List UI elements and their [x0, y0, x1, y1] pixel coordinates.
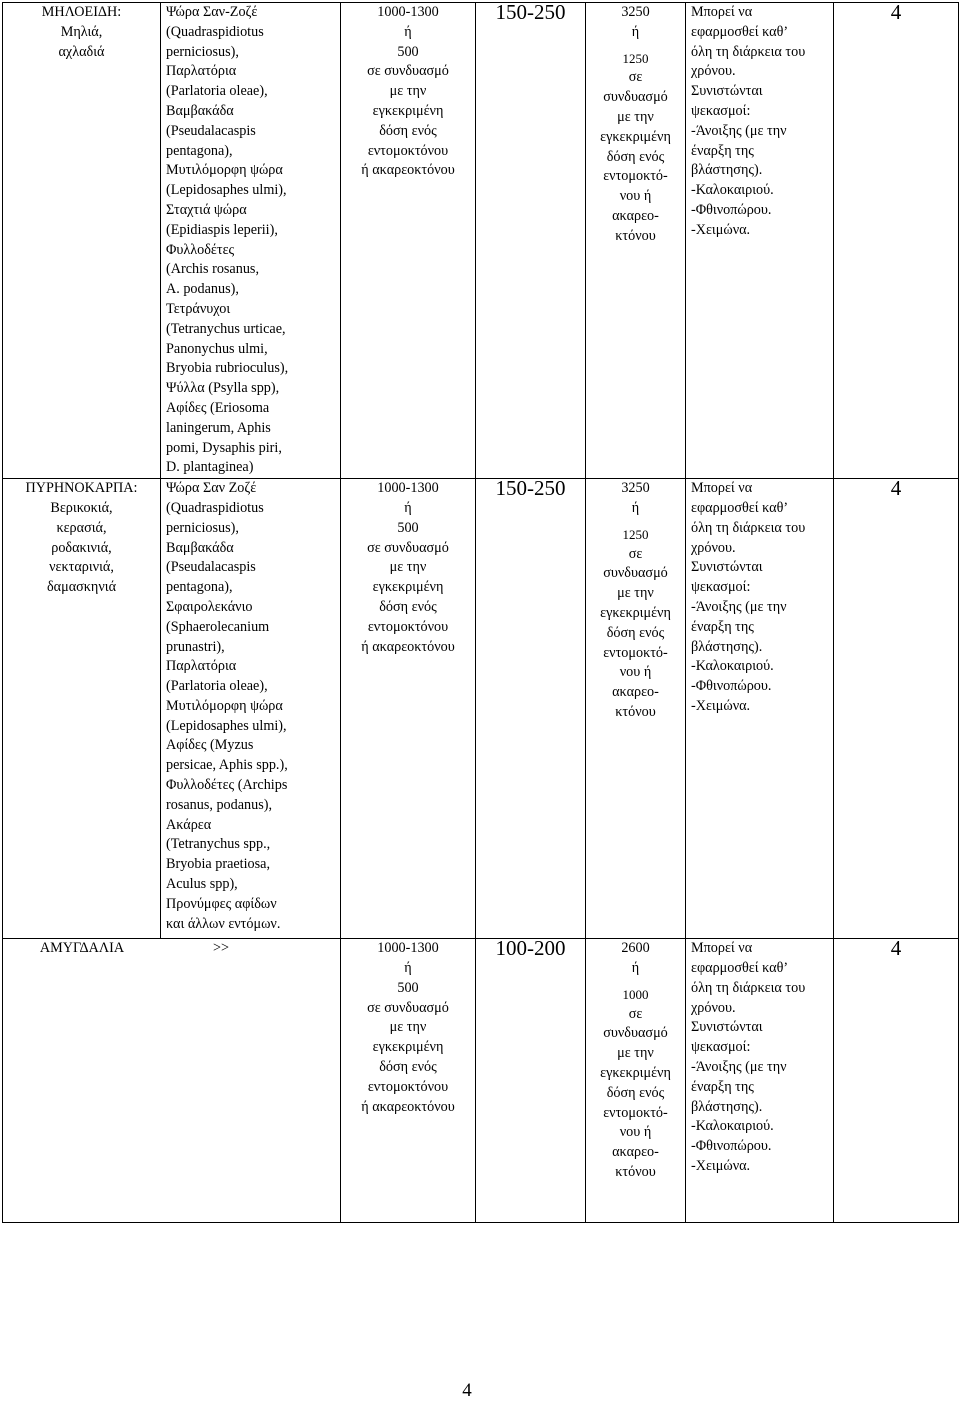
pest-line: Βαμβακάδα — [166, 539, 234, 556]
volume-line: κτόνου — [615, 227, 656, 244]
notes-line: Μπορεί να — [691, 940, 753, 957]
pest-line: Ψύλλα (Psylla spp), — [166, 380, 280, 397]
dose-line: 1000-1300 — [377, 4, 439, 20]
volume-line: 1000 — [622, 986, 649, 1002]
pest-line: laningerum, Aphis — [166, 419, 271, 436]
notes-line: Συνιστώνται — [691, 559, 763, 576]
volume-line: συνδυασμό — [603, 89, 668, 106]
dose-line: εγκεκριμένη — [372, 1039, 444, 1056]
notes-line: έναρξη της — [691, 1078, 754, 1095]
volume-line: δόση ενός — [606, 148, 665, 165]
table-row — [3, 939, 959, 1223]
volume-line: εγκεκριμένη — [600, 128, 671, 145]
dose-line: δόση ενός — [379, 122, 437, 139]
max-applications-value: 4 — [890, 476, 902, 501]
dose-line: σε συνδυασμό — [367, 999, 449, 1016]
dose-line: 1000-1300 — [377, 940, 439, 957]
pest-line: prunastri), — [166, 638, 225, 655]
volume-line: εγκεκριμένη — [600, 1064, 671, 1081]
notes-line: όλη τη διάρκεια του — [691, 519, 806, 536]
pest-line: (Quadraspidiotus — [166, 23, 264, 40]
pest-line: Ακάρεα — [166, 816, 212, 833]
pest-line: Bryobia praetiosa, — [166, 856, 271, 873]
notes-line: Μπορεί να — [691, 480, 753, 497]
dose-line: ή — [404, 23, 412, 40]
notes-line: -Καλοκαιριού. — [691, 1118, 774, 1135]
volume-line: με την — [617, 108, 654, 125]
notes-line: -Άνοιξης (με την — [691, 122, 787, 139]
notes-line: Μπορεί να — [691, 4, 753, 20]
volume-line: κτόνου — [615, 1163, 656, 1180]
pest-line: Ψώρα Σαν-Ζοζέ — [166, 4, 258, 20]
table-row — [3, 479, 959, 939]
pest-line: Ψώρα Σαν Ζοζέ — [166, 480, 257, 497]
dose-line: εντομοκτόνου — [367, 1078, 449, 1095]
volume-line: σε — [628, 69, 643, 86]
pest-line: Τετράνυχοι — [166, 300, 231, 317]
pest-line: Παρλατόρια — [166, 658, 237, 675]
dose-line: ή — [404, 959, 412, 976]
dose-cell — [341, 479, 476, 939]
dose-line: 500 — [397, 519, 419, 536]
dose-line: εγκεκριμένη — [372, 579, 444, 596]
dose-line: 500 — [397, 979, 419, 996]
pest-line: Σφαιρολεκάνιο — [166, 598, 253, 615]
volume-line: νου ή — [619, 188, 652, 205]
volume-cell — [586, 3, 686, 479]
concentration-value: 150-250 — [495, 0, 566, 24]
pest-line: pentagona), — [166, 579, 233, 596]
dose-line: εγκεκριμένη — [372, 102, 444, 119]
volume-line: με την — [617, 1045, 654, 1062]
volume-line: 1250 — [622, 526, 649, 542]
pest-line: (Tetranychus spp., — [166, 836, 271, 853]
notes-line: όλη τη διάρκεια του — [691, 979, 806, 996]
notes-line: βλάστησης). — [691, 1098, 763, 1115]
pest-line: Αφίδες (Myzus — [166, 737, 254, 754]
pest-line: Αφίδες (Eriosoma — [166, 399, 270, 416]
dose-line: ή ακαρεοκτόνου — [361, 1098, 455, 1115]
notes-line: Συνιστώνται — [691, 83, 763, 100]
dose-line: δόση ενός — [379, 1058, 437, 1075]
table-row — [3, 3, 959, 479]
volume-line: εντομοκτό- — [603, 1104, 668, 1121]
volume-line: ακαρεο- — [612, 207, 659, 224]
max-applications-cell — [834, 476, 959, 939]
pest-line: Μυτιλόμορφη ψώρα — [166, 162, 283, 179]
dose-line: ή — [404, 499, 412, 516]
volume-line: 2600 — [621, 940, 650, 957]
concentration-value: 100-200 — [495, 936, 566, 961]
pest-line: Panonychus ulmi, — [166, 340, 268, 357]
notes-line: εφαρμοσθεί καθ’ — [691, 959, 789, 976]
pest-line: (Lepidosaphes ulmi), — [166, 182, 287, 199]
notes-line: -Φθινοπώρου. — [691, 678, 772, 695]
volume-line: νου ή — [619, 1124, 652, 1141]
notes-cell — [686, 3, 834, 479]
volume-line: ακαρεο- — [612, 684, 659, 701]
pest-line: Bryobia rubrioculus), — [166, 360, 289, 377]
dose-line: με την — [389, 559, 427, 576]
pest-line: pomi, Dysaphis piri, — [166, 439, 282, 456]
dose-line: σε συνδυασμό — [367, 539, 449, 556]
volume-line: εγκεκριμένη — [600, 604, 671, 621]
crop-line: Μηλιά, — [60, 23, 103, 40]
crop-line: ροδακινιά, — [51, 539, 112, 556]
notes-line: έναρξη της — [691, 618, 754, 635]
pest-line: D. plantaginea) — [166, 459, 254, 476]
max-applications-cell — [834, 936, 959, 1223]
volume-line: συνδυασμό — [603, 1025, 668, 1042]
dose-line: σε συνδυασμό — [367, 63, 449, 80]
pest-line: Μυτιλόμορφη ψώρα — [166, 697, 283, 714]
pest-line: και άλλων εντόμων. — [166, 915, 281, 932]
pest-line: (Tetranychus urticae, — [166, 320, 286, 337]
notes-line: ψεκασμοί: — [691, 102, 751, 119]
dose-line: εντομοκτόνου — [367, 142, 449, 159]
pest-line: pentagona), — [166, 142, 233, 159]
notes-line: χρόνου. — [691, 63, 736, 80]
dose-line: εντομοκτόνου — [367, 618, 449, 635]
dose-line: 500 — [397, 43, 419, 60]
notes-line: όλη τη διάρκεια του — [691, 43, 806, 60]
volume-line: 3250 — [621, 4, 650, 20]
notes-line: ψεκασμοί: — [691, 1039, 751, 1056]
crop-line: ΠΥΡΗΝΟΚΑΡΠΑ: — [25, 480, 138, 497]
notes-line: -Χειμώνα. — [691, 221, 751, 238]
pest-line: (Sphaerolecanium — [166, 618, 270, 635]
dose-line: ή ακαρεοκτόνου — [361, 162, 455, 179]
notes-line: εφαρμοσθεί καθ’ — [691, 23, 789, 40]
volume-line: σε — [628, 1005, 643, 1022]
pest-line: A. podanus), — [166, 281, 239, 298]
volume-line: εντομοκτό- — [603, 168, 668, 185]
crop-line: κερασιά, — [56, 519, 107, 536]
max-applications-value: 4 — [890, 936, 902, 961]
notes-line: χρόνου. — [691, 539, 736, 556]
notes-line: -Καλοκαιριού. — [691, 182, 774, 199]
notes-cell — [686, 479, 834, 939]
notes-line: -Χειμώνα. — [691, 697, 751, 714]
notes-line: -Άνοιξης (με την — [691, 1058, 787, 1075]
pest-line: (Parlatoria oleae), — [166, 678, 268, 695]
pests-cell — [161, 3, 341, 479]
volume-line: με την — [617, 585, 654, 602]
volume-line: εντομοκτό- — [603, 644, 668, 661]
pest-line: (Pseudalacaspis — [166, 559, 256, 576]
pest-line: (Epidiaspis leperii), — [166, 221, 278, 238]
crop-cell — [3, 939, 341, 1223]
notes-line: χρόνου. — [691, 999, 736, 1016]
volume-line: συνδυασμό — [603, 565, 668, 582]
notes-line: Συνιστώνται — [691, 1019, 763, 1036]
pest-line: (Pseudalacaspis — [166, 122, 256, 139]
notes-line: έναρξη της — [691, 142, 754, 159]
notes-line: -Καλοκαιριού. — [691, 658, 774, 675]
concentration-cell — [476, 936, 586, 1223]
max-applications-cell — [834, 0, 959, 479]
dose-cell — [341, 939, 476, 1223]
pest-line: perniciosus), — [166, 519, 239, 536]
dose-line: δόση ενός — [379, 598, 437, 615]
pest-line: (Quadraspidiotus — [166, 499, 264, 516]
volume-line: δόση ενός — [606, 624, 665, 641]
volume-line: κτόνου — [615, 703, 656, 720]
pests-cell — [161, 479, 341, 939]
dosage-table — [2, 2, 959, 1223]
notes-line: εφαρμοσθεί καθ’ — [691, 499, 789, 516]
concentration-cell — [476, 0, 586, 479]
notes-line: -Φθινοπώρου. — [691, 201, 772, 218]
notes-cell — [686, 939, 834, 1223]
volume-line: ή — [631, 959, 640, 976]
pest-line: Σταχτιά ψώρα — [166, 201, 247, 218]
volume-line: 3250 — [621, 480, 650, 497]
pest-line: (Archis rosanus, — [166, 261, 259, 278]
max-applications-value: 4 — [890, 0, 902, 24]
concentration-value: 150-250 — [495, 476, 566, 501]
notes-line: βλάστησης). — [691, 638, 763, 655]
volume-line: 1250 — [622, 50, 649, 66]
volume-line: νου ή — [619, 664, 652, 681]
pest-line: (Lepidosaphes ulmi), — [166, 717, 287, 734]
notes-line: ψεκασμοί: — [691, 579, 751, 596]
dose-line: ή ακαρεοκτόνου — [361, 638, 455, 655]
pest-line: Προνύμφες αφίδων — [166, 895, 277, 912]
pest-line: Βαμβακάδα — [166, 102, 234, 119]
pest-line: Φυλλοδέτες — [166, 241, 235, 258]
notes-line: βλάστησης). — [691, 162, 763, 179]
volume-cell — [586, 939, 686, 1223]
page-number: 4 — [462, 1380, 472, 1401]
pest-line: rosanus, podanus), — [166, 796, 272, 813]
crop-cell — [3, 3, 161, 479]
dose-line: 1000-1300 — [377, 480, 439, 497]
notes-line: -Άνοιξης (με την — [691, 598, 787, 615]
pest-line: Aculus spp), — [166, 876, 238, 893]
crop-cell — [3, 479, 161, 939]
crop-line: νεκταρινιά, — [49, 559, 114, 576]
volume-line: σε — [628, 545, 643, 562]
pest-line: >> — [212, 940, 229, 957]
crop-line: αχλαδιά — [58, 43, 105, 60]
concentration-cell — [476, 476, 586, 939]
pest-line: perniciosus), — [166, 43, 239, 60]
crop-line: δαμασκηνιά — [46, 579, 117, 596]
notes-line: -Χειμώνα. — [691, 1157, 751, 1174]
crop-line: ΑΜΥΓΔΑΛΙΑ — [39, 940, 125, 957]
dose-line: με την — [389, 83, 427, 100]
volume-line: ή — [631, 23, 640, 40]
volume-line: ακαρεο- — [612, 1144, 659, 1161]
notes-line: -Φθινοπώρου. — [691, 1138, 772, 1155]
crop-line: ΜΗΛΟΕΙΔΗ: — [41, 4, 122, 20]
dose-cell — [341, 3, 476, 479]
pest-line: (Parlatoria oleae), — [166, 83, 268, 100]
pest-line: Φυλλοδέτες (Archips — [166, 777, 288, 794]
pest-line: persicae, Aphis spp.), — [166, 757, 288, 774]
pest-line: Παρλατόρια — [166, 63, 237, 80]
volume-cell — [586, 479, 686, 939]
volume-line: ή — [631, 499, 640, 516]
dose-line: με την — [389, 1019, 427, 1036]
volume-line: δόση ενός — [606, 1084, 665, 1101]
crop-line: Βερικοκιά, — [50, 499, 113, 516]
